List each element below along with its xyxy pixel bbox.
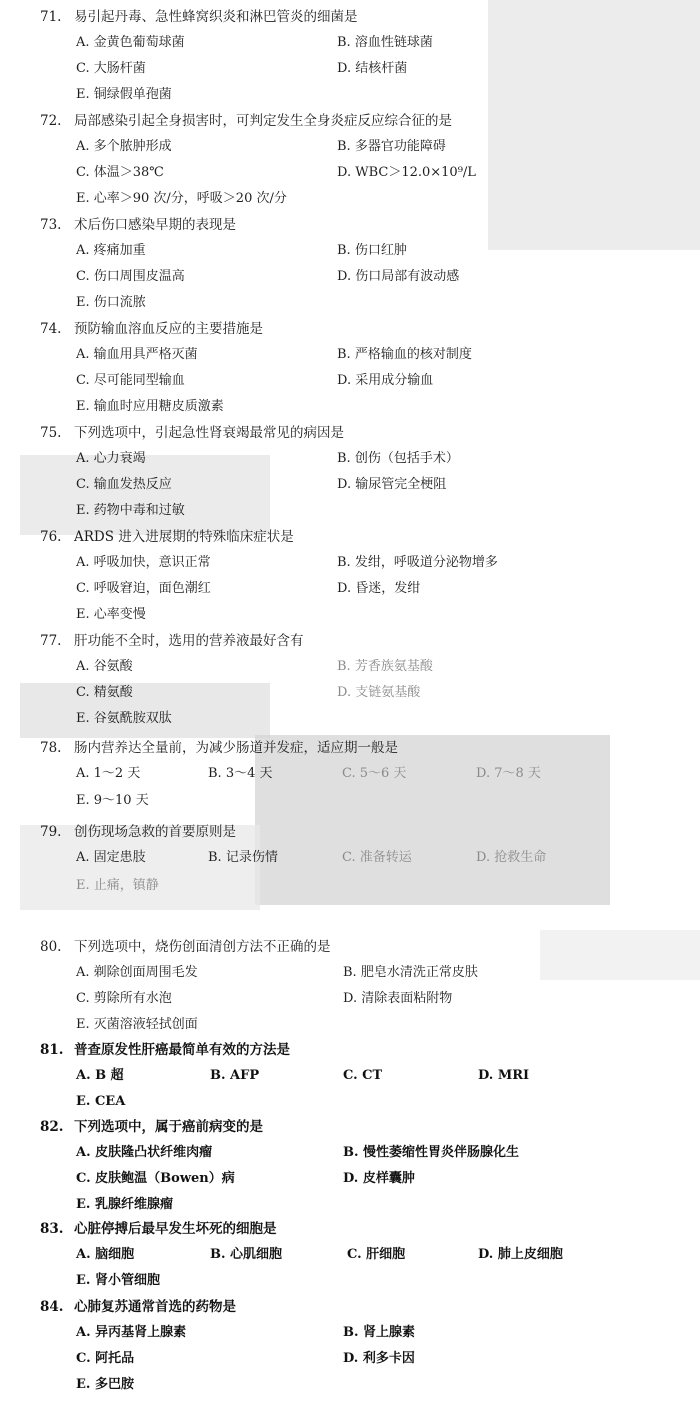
question-stem <box>40 737 398 759</box>
option-a: A. 呼吸加快，意识正常 <box>76 555 211 570</box>
option-a: A. 脑细胞 <box>76 1247 135 1262</box>
option-e: E. 铜绿假单孢菌 <box>76 87 172 102</box>
option-e: E. 伤口流脓 <box>76 295 146 310</box>
option-d: D. 结核杆菌 <box>337 61 408 76</box>
option-e: E. 止痛，镇静 <box>76 878 159 893</box>
question-number: 82. <box>40 1119 64 1135</box>
question-text: 局部感染引起全身损害时，可判定发生全身炎症反应综合征的是 <box>74 113 452 129</box>
option-b: B. AFP <box>210 1068 260 1083</box>
option-b: B. 肥皂水清洗正常皮肤 <box>343 965 478 980</box>
question-stem <box>40 110 452 132</box>
option-c: C. 尽可能同型输血 <box>76 373 185 388</box>
option-d: D. 抢救生命 <box>476 850 547 865</box>
option-c: C. 体温＞38℃ <box>76 165 164 180</box>
option-d: D. 昏迷，发绀 <box>337 581 421 596</box>
question-number: 79. <box>40 824 62 840</box>
question-stem <box>40 526 294 548</box>
question-number: 76. <box>40 529 62 545</box>
option-c: C. 准备转运 <box>342 850 412 865</box>
option-c: C. 呼吸窘迫，面色潮红 <box>76 581 211 596</box>
option-c: C. 剪除所有水泡 <box>76 991 172 1006</box>
option-a: A. 异丙基肾上腺素 <box>76 1325 187 1340</box>
option-e: E. 9～10 天 <box>76 793 149 808</box>
option-a: A. 疼痛加重 <box>76 243 146 258</box>
option-d: D. MRI <box>478 1068 530 1083</box>
question-text: 下列选项中，烧伤创面清创方法不正确的是 <box>74 939 331 955</box>
option-c: C. 精氨酸 <box>76 685 133 700</box>
question-text: ARDS 进入进展期的特殊临床症状是 <box>74 529 294 545</box>
question-number: 81. <box>40 1042 64 1058</box>
question-stem <box>40 936 331 958</box>
question-stem <box>40 214 236 236</box>
option-b: B. 发绀，呼吸道分泌物增多 <box>337 555 498 570</box>
question-stem <box>40 6 358 28</box>
option-b: B. 肾上腺素 <box>343 1325 416 1340</box>
option-d: D. 7～8 天 <box>476 766 541 781</box>
option-a: A. 1～2 天 <box>76 766 141 781</box>
question-number: 84. <box>40 1299 64 1315</box>
option-d: D. 皮样囊肿 <box>343 1171 415 1186</box>
question-number: 77. <box>40 633 62 649</box>
question-stem <box>40 1116 263 1138</box>
option-c: C. 肝细胞 <box>347 1247 406 1262</box>
question-number: 72. <box>40 113 62 129</box>
question-stem <box>40 318 263 340</box>
option-d: D. 伤口局部有波动感 <box>337 269 460 284</box>
question-text: 下列选项中，引起急性肾衰竭最常见的病因是 <box>74 425 344 441</box>
question-text: 预防输血溶血反应的主要措施是 <box>74 321 263 337</box>
option-c: C. 输血发热反应 <box>76 477 172 492</box>
option-d: D. WBC＞12.0×10⁹/L <box>337 165 476 180</box>
question-text: 心肺复苏通常首选的药物是 <box>74 1299 236 1315</box>
option-b: B. 伤口红肿 <box>337 243 407 258</box>
question-text: 术后伤口感染早期的表现是 <box>74 217 236 233</box>
option-d: D. 清除表面粘附物 <box>343 991 453 1006</box>
question-text: 创伤现场急救的首要原则是 <box>74 824 236 840</box>
question-number: 78. <box>40 740 62 756</box>
option-a: A. 固定患肢 <box>76 850 146 865</box>
option-b: B. 溶血性链球菌 <box>337 35 433 50</box>
option-c: C. 大肠杆菌 <box>76 61 146 76</box>
question-number: 83. <box>40 1221 64 1237</box>
question-number: 73. <box>40 217 62 233</box>
option-a: A. 心力衰竭 <box>76 451 146 466</box>
question-number: 74. <box>40 321 62 337</box>
option-e: E. 谷氨酰胺双肽 <box>76 711 172 726</box>
option-a: A. 多个脓肿形成 <box>76 139 172 154</box>
option-b: B. 记录伤情 <box>208 850 278 865</box>
option-b: B. 芳香族氨基酸 <box>337 659 433 674</box>
option-d: D. 支链氨基酸 <box>337 685 421 700</box>
option-d: D. 采用成分输血 <box>337 373 434 388</box>
option-a: A. 输血用具严格灭菌 <box>76 347 198 362</box>
question-text: 肠内营养达全量前，为减少肠道并发症，适应期一般是 <box>74 740 398 756</box>
option-c: C. 伤口周围皮温高 <box>76 269 185 284</box>
question-stem <box>40 422 344 444</box>
option-d: D. 利多卡因 <box>343 1351 415 1366</box>
option-b: B. 心肌细胞 <box>210 1247 283 1262</box>
option-e: E. 药物中毒和过敏 <box>76 503 185 518</box>
option-e: E. 多巴胺 <box>76 1377 134 1392</box>
option-a: A. 谷氨酸 <box>76 659 133 674</box>
option-e: E. 肾小管细胞 <box>76 1273 160 1288</box>
option-b: B. 慢性萎缩性胃炎伴肠腺化生 <box>343 1145 520 1160</box>
question-stem <box>40 1039 290 1061</box>
question-stem <box>40 1296 236 1318</box>
option-a: A. 剃除创面周围毛发 <box>76 965 198 980</box>
option-b: B. 多器官功能障碍 <box>337 139 446 154</box>
option-b: B. 创伤（包括手术） <box>337 451 459 466</box>
option-e: E. 灭菌溶液轻拭创面 <box>76 1017 198 1032</box>
question-text: 易引起丹毒、急性蜂窝织炎和淋巴管炎的细菌是 <box>74 9 358 25</box>
question-number: 71. <box>40 9 62 25</box>
option-e: E. 心率＞90 次/分，呼吸＞20 次/分 <box>76 191 287 206</box>
question-text: 下列选项中，属于癌前病变的是 <box>74 1119 263 1135</box>
option-c: C. 5～6 天 <box>342 766 407 781</box>
option-e: E. 输血时应用糖皮质激素 <box>76 399 224 414</box>
option-e: E. CEA <box>76 1094 126 1109</box>
question-number: 75. <box>40 425 62 441</box>
question-stem <box>40 821 236 843</box>
option-a: A. 金黄色葡萄球菌 <box>76 35 185 50</box>
question-text: 肝功能不全时，选用的营养液最好含有 <box>74 633 304 649</box>
option-e: E. 心率变慢 <box>76 607 146 622</box>
option-a: A. 皮肤隆凸状纤维肉瘤 <box>76 1145 213 1160</box>
option-b: B. 严格输血的核对制度 <box>337 347 472 362</box>
question-stem <box>40 1218 277 1240</box>
option-c: C. 阿托品 <box>76 1351 135 1366</box>
option-d: D. 肺上皮细胞 <box>478 1247 563 1262</box>
option-b: B. 3～4 天 <box>208 766 273 781</box>
option-e: E. 乳腺纤维腺瘤 <box>76 1197 173 1212</box>
question-stem <box>40 630 304 652</box>
question-number: 80. <box>40 939 62 955</box>
option-a: A. B 超 <box>76 1068 124 1083</box>
option-c: C. 皮肤鲍温（Bowen）病 <box>76 1171 235 1186</box>
option-d: D. 输尿管完全梗阻 <box>337 477 447 492</box>
option-c: C. CT <box>343 1068 383 1083</box>
question-text: 心脏停搏后最早发生坏死的细胞是 <box>74 1221 277 1237</box>
question-text: 普查原发性肝癌最简单有效的方法是 <box>74 1042 290 1058</box>
